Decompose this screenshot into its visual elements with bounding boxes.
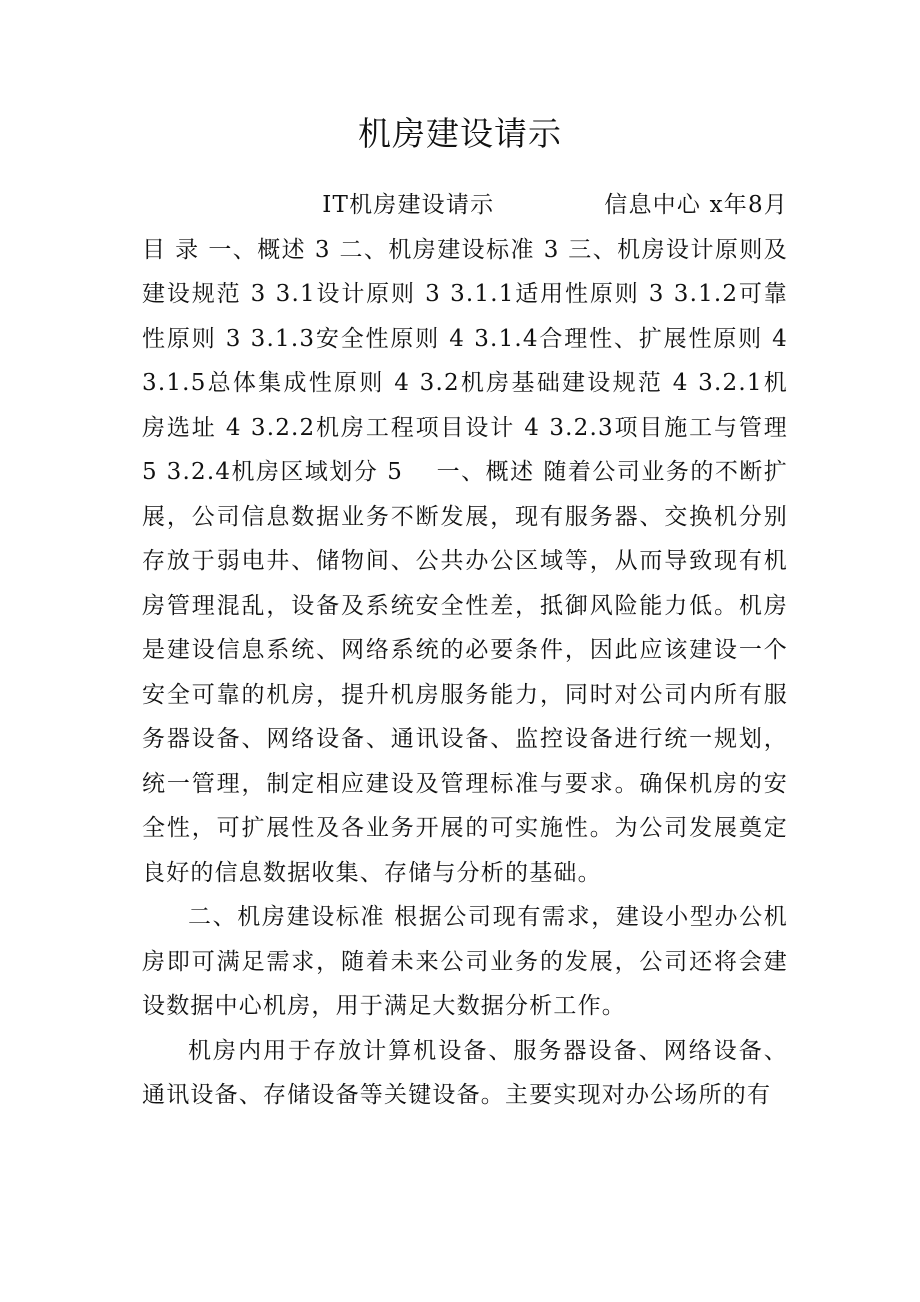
- devices-paragraph: 机房内用于存放计算机设备、服务器设备、网络设备、通讯设备、存储设备等关键设备。主要实现对办公场所的有: [142, 1037, 788, 1108]
- document-title: 机房建设请示: [358, 114, 562, 153]
- document-header-line: [142, 183, 788, 228]
- standard-paragraph: 二、机房建设标准 根据公司现有需求，建设小型办公机房即可满足需求，随着未来公司业务的发展，公司还将会建设数据中心机房，用于满足大数据分析工作。: [142, 904, 788, 1019]
- document-subtitle: IT机房建设请示: [322, 192, 495, 218]
- issuer-and-date: 信息中心 x年8月: [604, 192, 788, 218]
- toc-and-overview-paragraph: 目 录 一、概述 3 二、机房建设标准 3 三、机房设计原则及建设规范 3 3.1设计原则 3 3.1.1适用性原则 3 3.1.2可靠性原则 3 3.1.3安全性原则 4 3.1.4合理性、扩展性原则 4 3.1.5总体集成性原则 4 3.2机房基础建设规范 4 3.2.1机房选址 4 3.2.2机房工程项目设计 4 3.2.3项目施工与管理 5 3.2.4机房区域划分 5 一、概述 随着公司业务的不断扩展，公司信息数据业务不断发展，现有服务器、交换机分别存放于弱电井、储物间、公共办公区域等，从而导致现有机房管理混乱，设备及系统安全性差，抵御风险能力低。机房是建设信息系统、网络系统的必要条件，因此应该建设一个安全可靠的机房，提升机房服务能力，同时对公司内所有服务器设备、网络设备、通讯设备、监控设备进行统一规划，统一管理，制定相应建设及管理标准与要求。确保机房的安全性，可扩展性及各业务开展的可实施性。为公司发展奠定良好的信息数据收集、存储与分析的基础。: [142, 236, 788, 886]
- document-body: [142, 183, 788, 1118]
